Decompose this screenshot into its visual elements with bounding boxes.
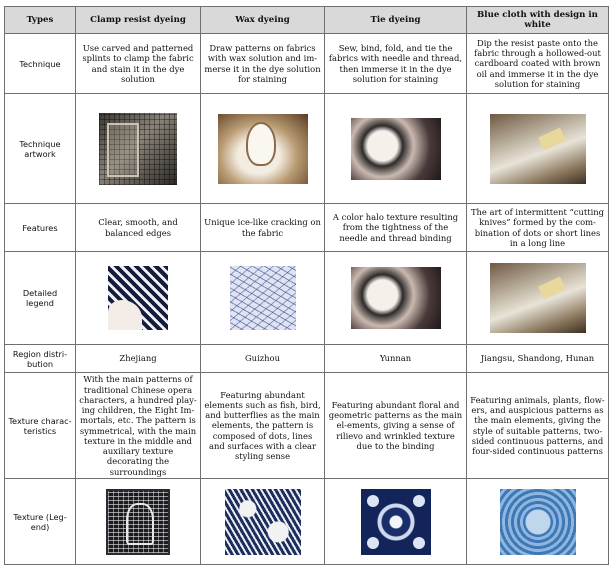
dyeing-comparison-table (4, 6, 609, 565)
table-cell: Zhejiang (76, 345, 201, 373)
table-row-technique (5, 34, 609, 94)
table-row-legend (5, 252, 609, 345)
clamp-resist-texture-photo (106, 489, 170, 555)
table-cell: Use carved and patterned splints to clamp the fabric and stain it in the dye solution (76, 34, 201, 94)
table-cell: Draw patterns on fabrics with wax solution and im-merse it in the dye solution for staining (201, 34, 325, 94)
table-row-texture-legend (5, 479, 609, 565)
table-cell: A color halo texture resulting from the tightness of the needle and thread binding (325, 204, 467, 252)
table-row-region (5, 345, 609, 373)
table-cell: Clear, smooth, and balanced edges (76, 204, 201, 252)
table-cell: With the main patterns of traditional Chinese opera characters, a hundred play-ing children, the Eight Im-mortals, etc. The pattern is symmetrical, with the main texture in the middle and auxiliary texture decorating the surroundings (76, 373, 201, 479)
row-label: Texture charac-teristics (5, 373, 76, 479)
tie-dyed-fabric-photo (351, 118, 441, 180)
header-wax: Wax dyeing (201, 7, 325, 34)
row-label: Texture (Leg-end) (5, 479, 76, 565)
table-row-artwork (5, 94, 609, 204)
table-cell: Featuring abundant elements such as fish, bird, and butterflies as the main elements, the pattern is composed of dots, lines and surfaces with a clear styling sense (201, 373, 325, 479)
row-label: Detailed legend (5, 252, 76, 345)
row-label: Technique artwork (5, 94, 76, 204)
blue-cloth-texture-photo (500, 489, 576, 555)
resist-paste-application-photo (490, 114, 586, 184)
table-cell: Guizhou (201, 345, 325, 373)
header-blue-cloth: Blue cloth with design in white (467, 7, 609, 34)
tie-dye-detail-photo (351, 267, 441, 329)
blue-cloth-detail-photo (490, 263, 586, 333)
wax-texture-photo (225, 489, 301, 555)
table-cell: Dip the resist paste onto the fabric through a hollowed-out cardboard coated with brown oil and immerse it in the dye solution for staining (467, 34, 609, 94)
table-cell: Featuring animals, plants, flow-ers, and auspicious patterns as the main elements, giving the style of suitable patterns, two-sided continuous patterns, and four-sided continuous patterns (467, 373, 609, 479)
header-types: Types (5, 7, 76, 34)
table-row-texture (5, 373, 609, 479)
table-cell: Jiangsu, Shandong, Hunan (467, 345, 609, 373)
table-cell: Sew, bind, fold, and tie the fabrics with needle and thread, then immerse it in the dye solution for staining (325, 34, 467, 94)
table-row-features (5, 204, 609, 252)
row-label: Region distri-bution (5, 345, 76, 373)
row-label: Technique (5, 34, 76, 94)
carved-splint-board-photo (99, 113, 177, 185)
table-cell: Unique ice-like cracking on the fabric (201, 204, 325, 252)
row-label: Features (5, 204, 76, 252)
tie-dye-texture-photo (361, 489, 431, 555)
table-cell: The art of intermittent “cutting knives” formed by the com-bination of dots or short lines in a long line (467, 204, 609, 252)
clamp-resist-detail-photo (108, 266, 168, 330)
header-clamp-resist: Clamp resist dyeing (76, 7, 201, 34)
wax-drawing-photo (218, 114, 308, 184)
table-cell: Yunnan (325, 345, 467, 373)
wax-crackle-detail-photo (230, 266, 296, 330)
table-header-row (5, 7, 609, 34)
table-cell: Featuring abundant floral and geometric patterns as the main el-ements, giving a sense of rilievo and wrinkled texture due to the binding (325, 373, 467, 479)
header-tie: Tie dyeing (325, 7, 467, 34)
